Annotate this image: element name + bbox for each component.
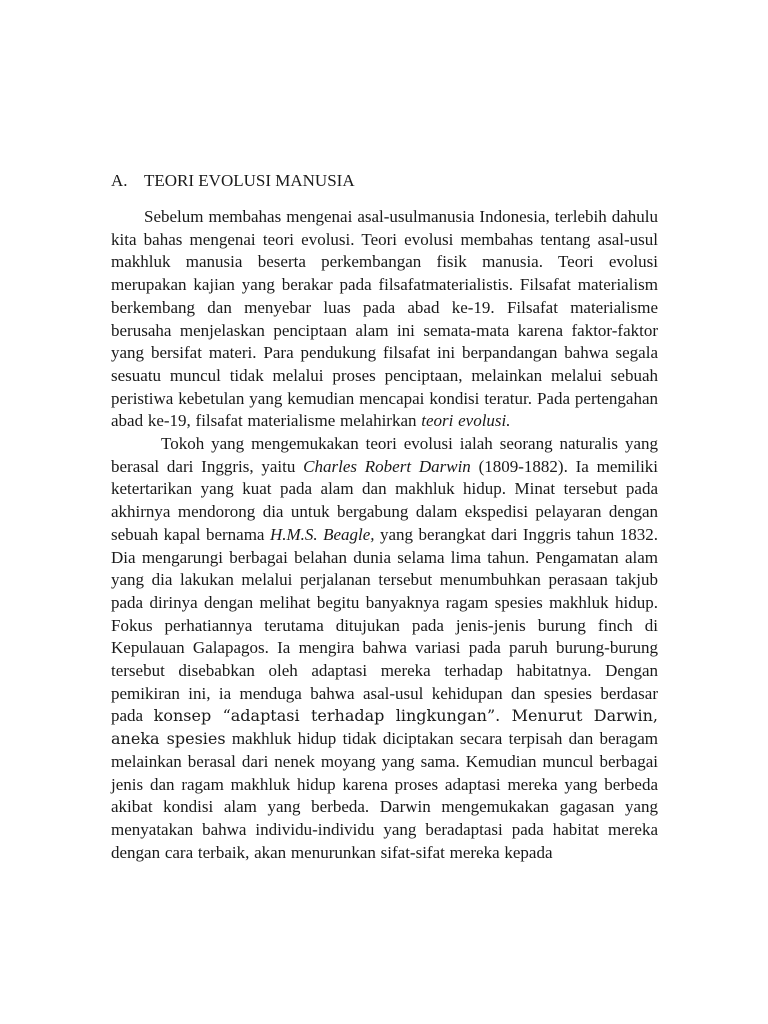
paragraph-darwin [111,433,658,864]
paragraph-darwin-part1: Tokoh yang mengemukakan teori evolusi ialah seorang naturalis yang berasal dari Inggris, yaitu [111,434,658,476]
paragraph-darwin-part3: yang berangkat dari Inggris tahun 1832. Dia mengarungi berbagai belahan dunia selama lima tahun. Pengamatan alam yang dia lakukan melalui perjalanan tersebut menumbuhkan perasaan takjub pada dirinya dengan melihat begitu banyaknya ragam spesies makhluk hidup. Fokus perhatiannya terutama ditujukan pada jenis-jenis burung finch di Kepulauan Galapagos. Ia mengira bahwa variasi pada paruh burung-burung tersebut disebabkan oleh adaptasi mereka terhadap habitatnya. Dengan pemikiran ini, ia menduga bahwa asal-usul kehidupan dan spesies berdasar pada [111,524,658,726]
paragraph-darwin-part2: (1809-1882). Ia memiliki ketertarikan yang kuat pada alam dan makhluk hidup. Minat tersebut pada akhirnya mendorong dia untuk bergabung dalam ekspedisi pelayaran dengan sebuah kapal bernama [111,456,659,544]
section-title: TEORI EVOLUSI MANUSIA [144,171,355,190]
adaptasi-concept-text: konsep “adaptasi terhadap lingkungan”. Menurut Darwin, aneka spesies [111,706,659,749]
darwin-name-italic: Charles Robert Darwin [303,456,471,476]
ship-name-italic: H.M.S. Beagle, [269,524,375,544]
paragraph-intro-text: Sebelum membahas mengenai asal-usulmanusia Indonesia, terlebih dahulu kita bahas mengenai teori evolusi. Teori evolusi membahas tentang asal-usul makhluk manusia beserta perkembangan fisik manusia. Teori evolusi merupakan kajian yang berakar pada filsafatmaterialistis. Filsafat materialism berkembang dan menyebar luas pada abad ke-19. Filsafat materialisme berusaha menjelaskan penciptaan alam ini semata-mata karena faktor-faktor yang bersifat materi. Para pendukung filsafat ini berpandangan bahwa segala sesuatu muncul tidak melalui proses penciptaan, melainkan melalui sebuah peristiwa kebetulan yang kemudian mencapai kondisi teratur. Pada pertengahan abad ke-19, filsafat materialisme melahirkan [111,207,658,431]
section-heading [111,168,658,194]
paragraph-darwin-part4: makhluk hidup tidak diciptakan secara terpisah dan beragam melainkan berasal dari nenek moyang yang sama. Kemudian muncul berbagai jenis dan ragam makhluk hidup karena proses adaptasi mereka yang berbeda akibat kondisi alam yang berbeda. Darwin mengemukakan gagasan yang menyatakan bahwa individu-individu yang beradaptasi pada habitat mereka dengan cara terbaik, akan menurunkan sifat-sifat mereka kepada [111,729,658,862]
paragraph-intro [111,206,658,433]
section-number: A. [111,171,128,190]
document-page [111,168,658,864]
teori-evolusi-italic: teori evolusi. [421,411,511,431]
